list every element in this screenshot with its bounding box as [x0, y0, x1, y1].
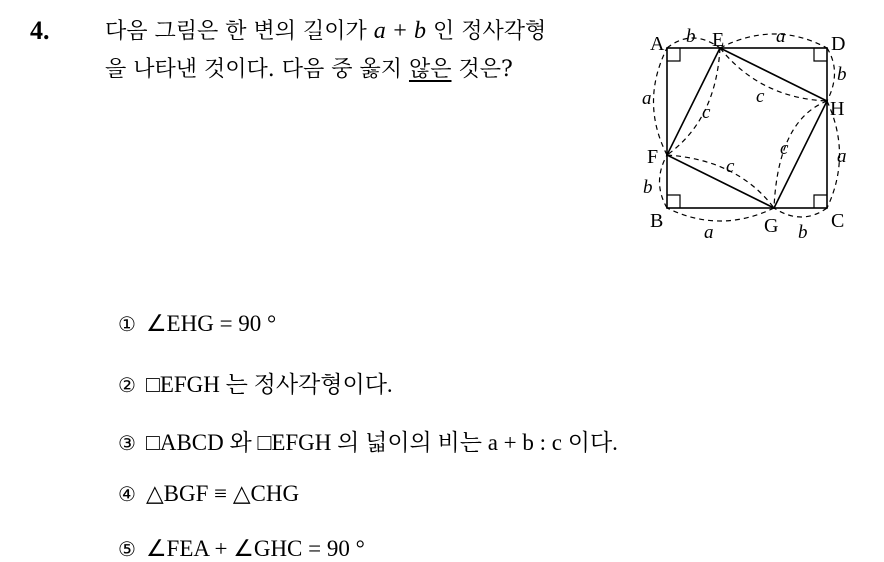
label-arc-hg-c: c — [780, 138, 789, 159]
choice-5[interactable] — [118, 536, 365, 562]
choice-2-text: □EFGH 는 정사각형이다. — [145, 372, 393, 397]
question-stem — [105, 12, 615, 89]
dashed-arc-bf — [660, 155, 668, 208]
choice-4-number: ④ — [118, 482, 136, 506]
question-number: 4. — [30, 16, 50, 45]
label-vertex-f: F — [647, 146, 659, 168]
label-seg-cg-b: b — [798, 222, 808, 243]
dashed-arc-gb — [667, 208, 774, 221]
choice-5-text: ∠FEA + ∠GHC = 90 ° — [145, 536, 365, 561]
dashed-arc-dh — [827, 48, 835, 101]
dashed-arc-ed — [720, 34, 827, 48]
right-angle-mark-d — [814, 48, 827, 61]
label-vertex-d: D — [831, 33, 846, 55]
choice-2[interactable] — [118, 366, 393, 399]
label-vertex-a: A — [650, 33, 665, 55]
label-seg-hc-a: a — [837, 146, 847, 167]
label-arc-fg-c: c — [726, 156, 735, 177]
choice-4-text: △BGF ≡ △CHG — [145, 481, 300, 506]
choice-3-number: ③ — [118, 431, 136, 455]
choice-3[interactable] — [118, 424, 618, 457]
square-efgh — [667, 48, 827, 208]
label-vertex-e: E — [712, 29, 725, 51]
square-abcd — [667, 48, 827, 208]
choice-5-number: ⑤ — [118, 537, 136, 561]
dashed-arc-cg — [774, 208, 827, 217]
label-vertex-c: C — [831, 210, 845, 232]
stem-text-1-end: 인 정사각형 — [432, 19, 547, 44]
right-angle-mark-c — [814, 195, 827, 208]
label-seg-gb-a: a — [704, 222, 714, 243]
stem-text-1: 다음 그림은 한 변의 길이가 — [105, 19, 367, 44]
choice-4[interactable] — [118, 481, 299, 507]
stem-line-2 — [105, 51, 615, 89]
label-seg-ae-b: b — [686, 26, 696, 47]
stem-line-1 — [105, 12, 615, 51]
choice-2-number: ② — [118, 373, 136, 397]
label-seg-fa-a: a — [642, 88, 652, 109]
stem-text-2: 을 나타낸 것이다. 다음 중 옳지 — [105, 57, 402, 82]
square-figure — [630, 20, 860, 245]
label-vertex-b: B — [650, 210, 664, 232]
choice-1-text: ∠EHG = 90 ° — [145, 311, 277, 336]
choice-3-text: □ABCD 와 □EFGH 의 넓이의 비는 a + b : c 이다. — [145, 430, 618, 455]
stem-text-2-end: 것은? — [458, 57, 513, 82]
underlined-negation: 않은 — [408, 57, 452, 82]
label-seg-dh-b: b — [837, 64, 847, 85]
label-arc-eh-c: c — [756, 86, 765, 107]
right-angle-mark-b — [667, 195, 680, 208]
right-angle-mark-a — [667, 48, 680, 61]
label-vertex-h: H — [830, 98, 845, 120]
label-vertex-g: G — [764, 215, 779, 237]
choice-1-number: ① — [118, 312, 136, 336]
side-length-expression: a + b — [373, 18, 426, 44]
label-seg-ed-a: a — [776, 26, 786, 47]
label-arc-ef-c: c — [702, 102, 711, 123]
label-seg-bf-b: b — [643, 177, 653, 198]
choice-1[interactable] — [118, 311, 276, 337]
dashed-arc-fa — [654, 48, 668, 155]
